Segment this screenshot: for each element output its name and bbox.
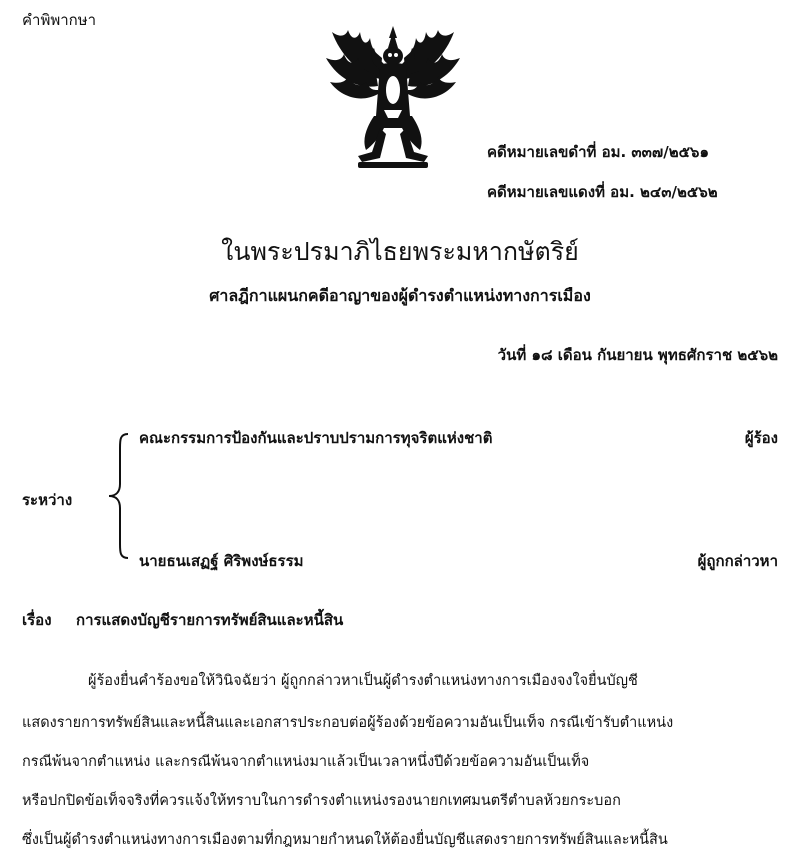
- court-name: ศาลฎีกาแผนกคดีอาญาของผู้ดำรงตำแหน่งทางการเมือง: [209, 286, 591, 305]
- respondent-role: ผู้ถูกกล่าวหา: [697, 552, 778, 570]
- black-case-number: คดีหมายเลขดำที่ อม. ๓๓๗/๒๕๖๑: [487, 143, 709, 161]
- garuda-emblem-icon: [318, 24, 468, 174]
- body-paragraph-line: ผู้ร้องยื่นคำร้องขอให้วินิจฉัยว่า ผู้ถูกกล่าวหาเป็นผู้ดำรงตำแหน่งทางการเมืองจงใจยื่นบัญชี: [88, 673, 638, 689]
- respondent-name: นายธนเสฏฐ์ ศิริพงษ์ธรรม: [139, 552, 304, 570]
- body-paragraph-line: กรณีพ้นจากตำแหน่ง และกรณีพ้นจากตำแหน่งมาแล้วเป็นเวลาหนึ่งปีด้วยข้อความอันเป็นเท็จ: [22, 754, 590, 770]
- body-paragraph-line: ซึ่งเป็นผู้ดำรงตำแหน่งทางการเมืองตามที่กฎหมายกำหนดให้ต้องยื่นบัญชีแสดงรายการทรัพย์สินและหนี้สิน: [22, 832, 668, 848]
- body-paragraph-line: หรือปกปิดข้อเท็จจริงที่ควรแจ้งให้ทราบในการดำรงตำแหน่งรองนายกเทศมนตรีตำบลห้วยกระบอก: [22, 793, 621, 809]
- between-label: ระหว่าง: [22, 491, 73, 509]
- petitioner-role: ผู้ร้อง: [744, 429, 778, 447]
- royal-invocation: ในพระปรมาภิไธยพระมหากษัตริย์: [221, 237, 579, 266]
- judgment-date: วันที่ ๑๘ เดือน กันยายน พุทธศักราช ๒๕๖๒: [497, 346, 778, 364]
- body-paragraph-line: แสดงรายการทรัพย์สินและหนี้สินและเอกสารประกอบต่อผู้ร้องด้วยข้อความอันเป็นเท็จ กรณีเข้ารับตำแหน่ง: [22, 715, 674, 731]
- curly-brace-icon: [104, 426, 134, 566]
- petitioner-name: คณะกรรมการป้องกันและปราบปรามการทุจริตแห่งชาติ: [139, 429, 493, 447]
- subject-text: การแสดงบัญชีรายการทรัพย์สินและหนี้สิน: [76, 611, 344, 629]
- document-type-heading: คำพิพากษา: [22, 11, 97, 29]
- subject-label: เรื่อง: [22, 611, 52, 629]
- red-case-number: คดีหมายเลขแดงที่ อม. ๒๔๓/๒๕๖๒: [487, 183, 718, 201]
